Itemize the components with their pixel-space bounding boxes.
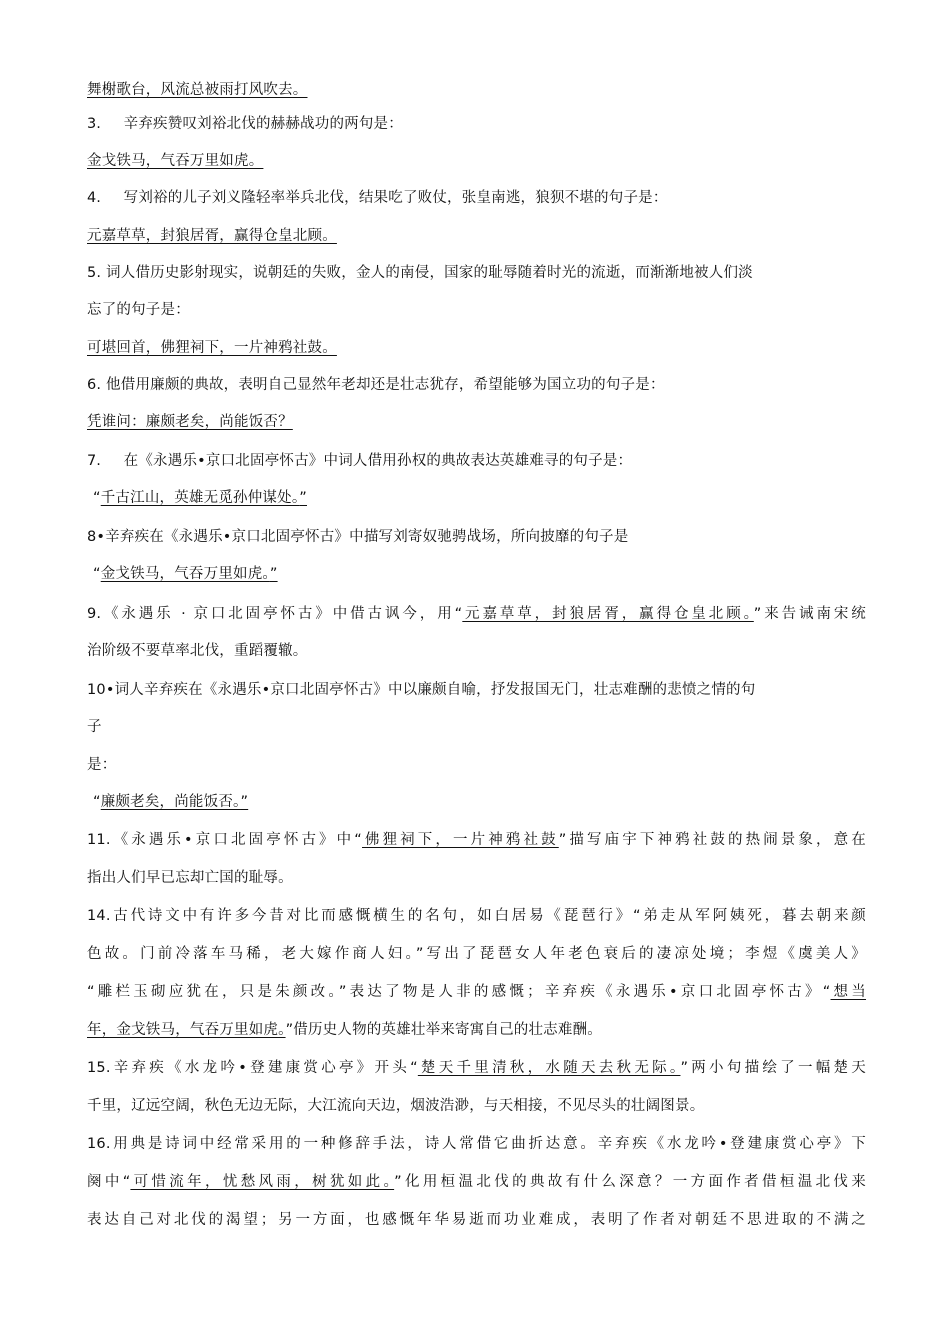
question-line: [87, 1058, 866, 1078]
question-line: [87, 451, 866, 471]
question-text: 辛弃疾赞叹刘裕北伐的赫赫战功的两句是：: [123, 116, 403, 132]
answer-text: 金戈铁马，气吞万里如虎。: [100, 566, 270, 582]
answer-text: 舞榭歌台，风流总被雨打风吹去。: [87, 82, 308, 98]
text-line: [87, 1096, 866, 1116]
text-line: [87, 300, 866, 320]
text-line: [87, 641, 866, 661]
question-text: 阕中“: [87, 1174, 131, 1190]
question-text: 15.辛弃疾《水龙吟•登建康赏心亭》开头“: [87, 1060, 418, 1076]
question-text: 10•词人辛弃疾在《永遇乐•京口北固亭怀古》中以廉颇自喻，抒发报国无门，壮志难酬的悲愤之情的句: [87, 682, 756, 698]
answer-text: 佛狸祠下，一片神鸦社鼓: [362, 832, 559, 848]
question-text: 指出人们早已忘却亡国的耻辱。: [87, 870, 293, 886]
answer-text: 可惜流年，忧愁风雨，树犹如此。: [130, 1174, 395, 1190]
question-text: ”化用桓温北伐的典故有什么深意？一方面作者借桓温北伐来: [394, 1174, 866, 1190]
question-text: 6. 他借用廉颇的典故，表明自己显然年老却还是壮志犹存，希望能够为国立功的句子是：: [87, 377, 665, 393]
quote-open: “: [93, 566, 101, 582]
question-text: 9.《永遇乐 · 京口北固亭怀古》中借古讽今，用“: [87, 606, 463, 622]
answer-line: [87, 488, 866, 508]
question-line: [87, 188, 866, 208]
question-text: 千里，辽远空阔，秋色无边无际，大江流向天边，烟波浩渺，与天相接，不见尽头的壮阔图景。: [87, 1098, 705, 1114]
answer-line: [87, 792, 866, 812]
answer-text: 可堪回首，佛狸祠下，一片神鸦社鼓。: [87, 340, 337, 356]
answer-line: [87, 564, 866, 584]
question-line: [87, 604, 866, 624]
text-line: [87, 868, 866, 888]
question-text: 写刘裕的儿子刘义隆轻率举兵北伐，结果吃了败仗，张皇南逃，狼狈不堪的句子是：: [123, 190, 668, 206]
question-text: 14.古代诗文中有许多今昔对比而感慨横生的名句，如白居易《琵琶行》“弟走从军阿姨死，暮去朝来颜: [87, 908, 866, 924]
question-text: 治阶级不要草率北伐，重蹈覆辙。: [87, 643, 308, 659]
quote-open: “: [93, 794, 101, 810]
text-line: [87, 944, 866, 964]
text-line: [87, 1172, 866, 1192]
answer-text: 想当: [830, 984, 867, 1000]
question-text: 在《永遇乐•京口北固亭怀古》中词人借用孙权的典故表达英雄难寻的句子是：: [123, 453, 633, 469]
answer-line: [87, 412, 866, 432]
answer-text: 年，金戈铁马，气吞万里如虎。: [87, 1022, 286, 1038]
question-line: [87, 375, 866, 395]
question-text: 5. 词人借历史影射现实，说朝廷的失败，金人的南侵，国家的耻辱随着时光的流逝，而渐渐地被人们淡: [87, 265, 753, 281]
question-number: 3.: [87, 116, 101, 132]
answer-text: 千古江山，英雄无觅孙仲谋处。: [100, 490, 300, 506]
text-line: [87, 1210, 866, 1230]
question-text: ”来告诫南宋统: [753, 606, 866, 622]
question-line: [87, 1134, 866, 1154]
question-line: [87, 263, 866, 283]
question-text: ”描写庙宇下神鸦社鼓的热闹景象，意在: [558, 832, 866, 848]
answer-line: [87, 226, 866, 246]
question-line: [87, 527, 866, 547]
question-number: 4.: [87, 190, 101, 206]
question-line: [87, 830, 866, 850]
answer-text: 廉颇老矣，尚能饭否。: [100, 794, 241, 810]
quote-open: “: [93, 490, 101, 506]
text-line: [87, 755, 866, 775]
answer-line: [87, 338, 866, 358]
question-text: 子: [87, 719, 102, 735]
question-text: ”借历史人物的英雄壮举来寄寓自己的壮志难酬。: [285, 1022, 602, 1038]
question-line: [87, 680, 866, 700]
question-text: 忘了的句子是：: [87, 302, 190, 318]
question-text: “雕栏玉砌应犹在，只是朱颜改。”表达了物是人非的感慨；辛弃疾《永遇乐•京口北固亭怀古》“: [87, 984, 831, 1000]
question-line: [87, 114, 866, 134]
quote-close: ”: [299, 490, 307, 506]
answer-line: [87, 151, 866, 171]
text-line: [87, 80, 866, 100]
question-text: 表达自己对北伐的渴望；另一方面，也感慨年华易逝而功业难成，表明了作者对朝廷不思进取的不满之: [87, 1212, 866, 1228]
text-line: [87, 1020, 866, 1040]
answer-text: 楚天千里清秋，水随天去秋无际。: [417, 1060, 681, 1076]
question-number: 7.: [87, 453, 101, 469]
question-text: 16.用典是诗词中经常采用的一种修辞手法，诗人常借它曲折达意。辛弃疾《水龙吟•登建康赏心亭》下: [87, 1136, 866, 1152]
quote-close: ”: [269, 566, 278, 582]
question-text: 8•辛弃疾在《永遇乐•京口北固亭怀古》中描写刘寄奴驰骋战场，所向披靡的句子是: [87, 529, 629, 545]
quote-close: ”: [240, 794, 249, 810]
answer-text: 元嘉草草，封狼居胥，赢得仓皇北顾。: [462, 606, 754, 622]
answer-text: 金戈铁马，气吞万里如虎。: [87, 153, 264, 169]
answer-text: 元嘉草草，封狼居胥，赢得仓皇北顾。: [87, 228, 337, 244]
question-text: 是：: [87, 757, 117, 773]
answer-text: 凭谁问：廉颇老矣，尚能饭否？: [87, 414, 293, 430]
question-line: [87, 906, 866, 926]
text-line: [87, 982, 866, 1002]
question-text: 11.《永遇乐•京口北固亭怀古》中“: [87, 832, 363, 848]
question-text: ”两小句描绘了一幅楚天: [680, 1060, 867, 1076]
text-line: [87, 717, 866, 737]
question-text: 色故。门前冷落车马稀，老大嫁作商人妇。”写出了琵琶女人年老色衰后的凄凉处境；李煜《虞美人》: [87, 946, 866, 962]
